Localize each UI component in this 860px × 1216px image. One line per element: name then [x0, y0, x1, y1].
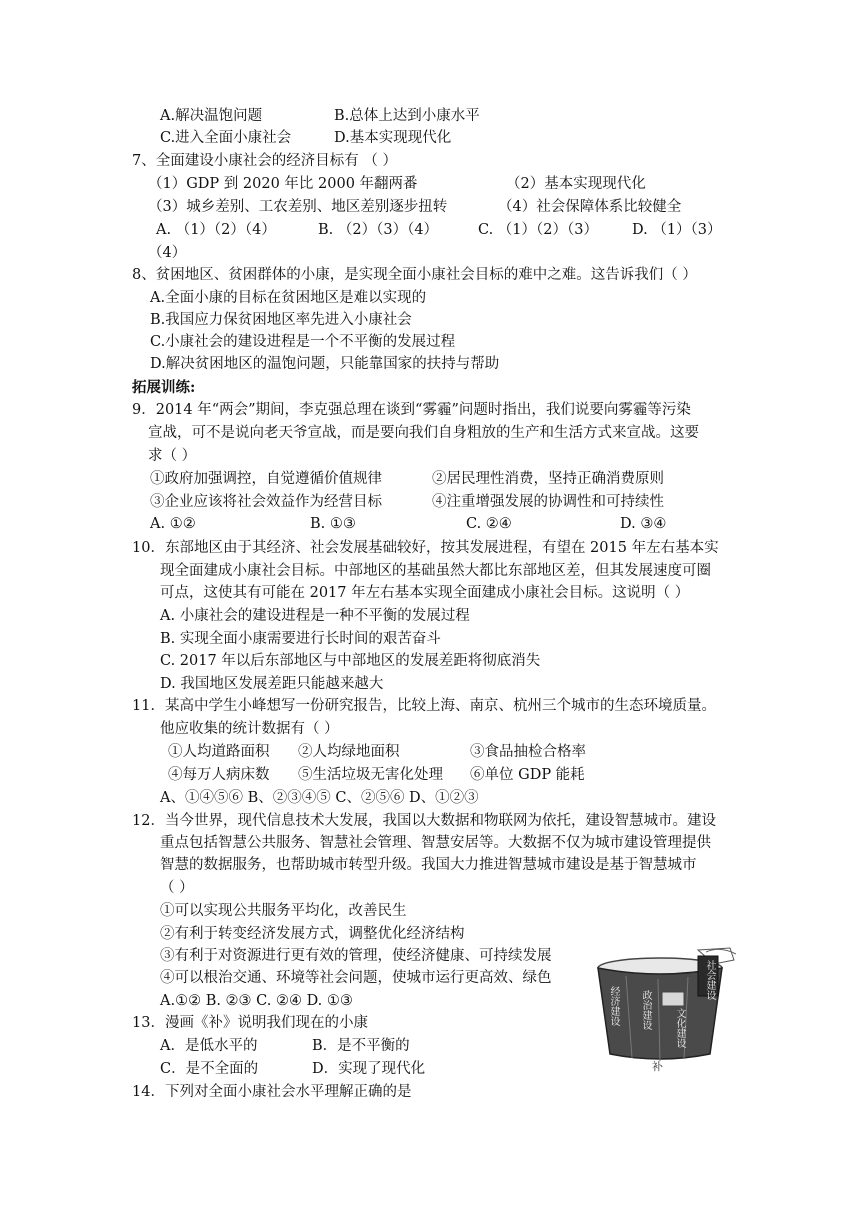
cartoon-caption: 补 — [652, 1060, 663, 1073]
q9-item-1: ①政府加强调控，自觉遵循价值规律 — [150, 471, 382, 487]
q10-option-d: D. 我国地区发展差距只能越来越大 — [160, 676, 384, 692]
q6-option-a: A.解决温饱问题 — [160, 108, 263, 124]
q9-choice-b: B. ①③ — [310, 516, 356, 532]
q10-line-3: 可点，这使其有可能在 2017 年左右基本实现全面建成小康社会目标。这说明（ ） — [160, 585, 690, 601]
q7-item-2: （2）基本实现现代化 — [506, 176, 646, 192]
q7-choice-c: C. （1）（2）（3） — [478, 222, 598, 238]
q11-item-6: ⑥单位 GDP 能耗 — [470, 767, 585, 783]
q10-option-c: C. 2017 年以后东部地区与中部地区的发展差距将彻底消失 — [160, 653, 541, 669]
q12-item-4: ④可以根治交通、环境等社会问题，使城市运行更高效、绿色 — [160, 970, 552, 986]
q6-option-d: D.基本实现现代化 — [334, 130, 452, 146]
q9-item-2: ②居民理性消费，坚持正确消费原则 — [432, 471, 664, 487]
q7-choice-a: A. （1）（2）（4） — [156, 222, 276, 238]
q13-option-c: C．是不全面的 — [160, 1061, 259, 1077]
q7-stem: 7、全面建设小康社会的经济目标有 （ ） — [132, 153, 397, 169]
q10-line-2: 现全面建成小康社会目标。中部地区的基础虽然大都比东部地区差，但其发展速度可圈 — [160, 563, 711, 579]
q10-option-a: A. 小康社会的建设进程是一种不平衡的发展过程 — [160, 608, 470, 624]
q9-choice-a: A. ①② — [150, 516, 196, 532]
q11-line-1: 11．某高中学生小峰想写一份研究报告，比较上海、南京、杭州三个城市的生态环境质量。 — [132, 698, 716, 714]
q11-item-2: ②人均绿地面积 — [298, 744, 400, 760]
q9-line-2: 宣战，可不是说向老天爷宣战，而是要向我们自身粗放的生产和生活方式来宣战。这要 — [148, 425, 699, 441]
q11-choices: A、①④⑤⑥ B、②③④⑤ C、②⑤⑥ D、①②③ — [160, 790, 479, 806]
q12-item-3: ③有利于对资源进行更有效的管理，使经济健康、可持续发展 — [160, 948, 552, 964]
q10-line-1: 10．东部地区由于其经济、社会发展基础较好，按其发展进程，有望在 2015 年左右基本实 — [132, 540, 719, 556]
q8-option-d: D.解决贫困地区的温饱问题，只能靠国家的扶持与帮助 — [150, 356, 500, 372]
q11-item-3: ③食品抽检合格率 — [470, 744, 586, 760]
section-heading: 拓展训练: — [132, 379, 196, 396]
q12-line-2: 重点包括智慧公共服务、智慧社会管理、智慧安居等。大数据不仅为城市建设管理提供 — [160, 835, 711, 851]
q10-option-b: B. 实现全面小康需要进行长时间的艰苦奋斗 — [160, 631, 441, 647]
q7-item-1: （1）GDP 到 2020 年比 2000 年翻两番 — [148, 176, 418, 192]
q13-option-d: D．实现了现代化 — [312, 1061, 426, 1077]
q6-option-c: C.进入全面小康社会 — [160, 130, 292, 146]
q12-line-1: 12．当今世界，现代信息技术大发展，我国以大数据和物联网为依托，建设智慧城市。建设 — [132, 813, 716, 829]
q9-line-1: 9．2014 年“两会”期间，李克强总理在谈到“雾霾”问题时指出，我们说要向雾霾等污染 — [132, 402, 691, 418]
q8-option-a: A.全面小康的目标在贫困地区是难以实现的 — [150, 290, 427, 306]
q12-choices: A.①② B. ②③ C. ②④ D. ①③ — [160, 993, 353, 1009]
cartoon-bu — [580, 946, 738, 1076]
q13-option-a: A．是低水平的 — [160, 1038, 258, 1054]
q9-line-3: 求（ ） — [148, 448, 197, 464]
q11-item-4: ④每万人病床数 — [168, 767, 270, 783]
q8-option-c: C.小康社会的建设进程是一个不平衡的发展过程 — [150, 334, 456, 350]
q11-item-1: ①人均道路面积 — [168, 744, 270, 760]
q7-item-4: （4）社会保障体系比较健全 — [498, 199, 682, 215]
cartoon-label-society: 社会建设 — [704, 960, 715, 1000]
q9-item-3: ③企业应该将社会效益作为经营目标 — [150, 494, 382, 510]
q14-stem: 14．下列对全面小康社会水平理解正确的是 — [132, 1084, 412, 1100]
q7-choice-d: D. （1）（3） — [632, 222, 722, 238]
q7-choice-b: B. （2）（3）（4） — [318, 222, 439, 238]
cartoon-label-politics: 政治建设 — [640, 990, 651, 1030]
q12-line-4: （ ） — [160, 880, 194, 896]
q9-choice-d: D. ③④ — [620, 516, 667, 532]
q9-choice-c: C. ②④ — [466, 516, 512, 532]
q12-line-3: 智慧的数据服务，也帮助城市转型升级。我国大力推进智慧城市建设是基于智慧城市 — [160, 857, 697, 873]
cartoon-label-economy: 经济建设 — [608, 986, 619, 1026]
q7-choice-d-wrap: （4） — [148, 245, 187, 261]
q12-item-1: ①可以实现公共服务平均化，改善民生 — [160, 903, 407, 919]
q13-stem: 13．漫画《补》说明我们现在的小康 — [132, 1015, 368, 1031]
q12-item-2: ②有利于转变经济发展方式，调整优化经济结构 — [160, 926, 465, 942]
q11-item-5: ⑤生活垃圾无害化处理 — [298, 767, 443, 783]
q13-option-b: B．是不平衡的 — [312, 1038, 410, 1054]
q7-item-3: （3）城乡差别、工农差别、地区差别逐步扭转 — [148, 199, 448, 215]
q6-option-b: B.总体上达到小康水平 — [334, 108, 480, 124]
q9-item-4: ④注重增强发展的协调性和可持续性 — [432, 494, 664, 510]
q8-option-b: B.我国应力保贫困地区率先进入小康社会 — [150, 312, 412, 328]
cartoon-label-culture: 文化建设 — [674, 1008, 685, 1048]
q8-stem: 8、贫困地区、贫困群体的小康，是实现全面小康社会目标的难中之难。这告诉我们（ ） — [132, 267, 697, 283]
q11-line-2: 他应收集的统计数据有（ ） — [160, 721, 339, 737]
